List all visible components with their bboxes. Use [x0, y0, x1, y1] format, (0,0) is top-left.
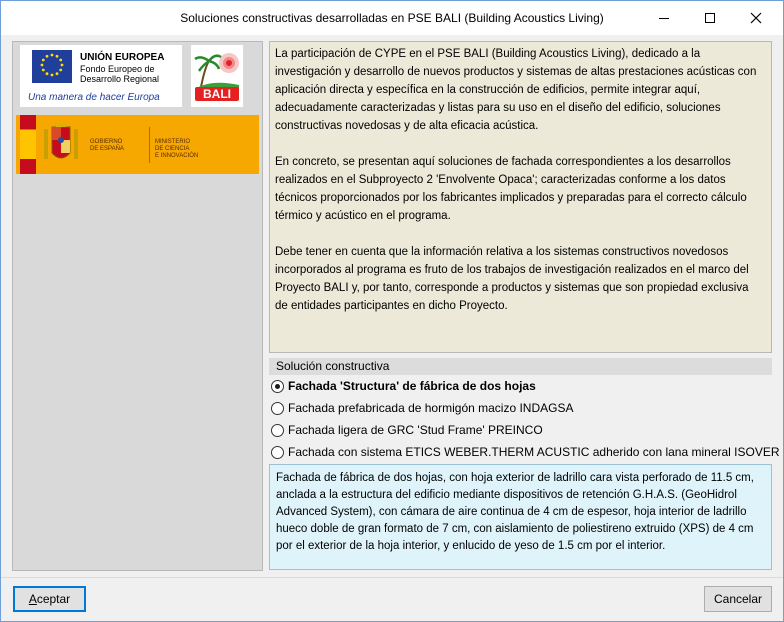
solution-section-header: Solución constructiva: [269, 358, 772, 375]
spain-flag-icon: [20, 115, 36, 174]
radio-label: Fachada con sistema ETICS WEBER.THERM ACUSTIC adherido con lana mineral ISOVER: [288, 445, 780, 459]
eu-motto: Una manera de hacer Europa: [28, 92, 160, 103]
maximize-button[interactable]: [687, 1, 733, 35]
government-label: [90, 139, 140, 153]
eu-logo: [20, 45, 182, 107]
government-line-2: DE ESPAÑA: [90, 146, 124, 152]
title-bar[interactable]: [1, 1, 783, 35]
info-paragraph-2: En concreto, se presentan aquí soluciones de fachada correspondientes a los desarrollos realizados en el Subproyecto 2 'Envolvente Opaca'; caracterizadas conforme a los datos técnicos proporcionados por los fabricantes implicados y preparadas para el correcto cálculo térmico y acústico en el programa.: [275, 156, 747, 222]
ministry-label: [155, 139, 245, 160]
accept-button[interactable]: [13, 586, 86, 612]
close-button[interactable]: [733, 1, 779, 35]
minimize-button[interactable]: [641, 1, 687, 35]
logo-panel: [12, 41, 263, 571]
info-paragraph-3: Debe tener en cuenta que la información relativa a los sistemas constructivos novedosos incorporados al programa es fruto de los trabajos de investigación realizados en el marco del Proyecto BALI y, por tanto, corresponde a productos y sistemas que son propiedad exclusiva de entidades participantes en dicho Proyecto.: [275, 246, 749, 312]
radio-label: Fachada 'Structura' de fábrica de dos hojas: [288, 379, 536, 393]
radio-button[interactable]: [271, 424, 284, 437]
eu-title: UNIÓN EUROPEA: [80, 52, 165, 63]
solution-description: Fachada de fábrica de dos hojas, con hoja exterior de ladrillo cara vista perforado de 11.5 cm, anclada a la estructura del edificio mediante dispositivos de retención G.H.A.S. (GeoHidrol Advanced System), con cámara de aire continua de 4 cm de espesor, hoja interior de ladrillo hueco doble de gran formato de 7 cm, con aislamiento de poliestireno extruido (XPS) de 4 cm por el exterior de la hoja interior, y enlucido de yeso de 1.5 cm por el interior.: [269, 464, 772, 570]
radio-button[interactable]: [271, 446, 284, 459]
window-title: Soluciones constructivas desarrolladas en PSE BALI (Building Acoustics Living): [180, 11, 604, 25]
bali-logo: [191, 45, 243, 107]
eu-subtitle-line-1: Fondo Europeo de: [80, 64, 155, 74]
footer-divider: [1, 577, 783, 578]
spanish-government-logo: [16, 115, 259, 174]
radio-option-indagsa[interactable]: [271, 399, 573, 417]
info-paragraph-1: La participación de CYPE en el PSE BALI (Building Acoustics Living), dedicado a la investigación y desarrollo de nuevos productos y sistemas de altas prestaciones acústicas con aplicación directa y específica en la construcción de edificios, permite integrar aquí, adecuadamente caracterizadas y listas para su uso en el diseño del edificio, soluciones constructivas novedosas y de alta eficacia acústica.: [275, 48, 757, 132]
radio-label: Fachada prefabricada de hormigón macizo INDAGSA: [288, 401, 574, 415]
coat-of-arms-icon: [42, 123, 80, 165]
radio-button-selected[interactable]: [271, 380, 284, 393]
cancel-button[interactable]: Cancelar: [704, 586, 772, 612]
close-icon: [750, 12, 762, 24]
ministry-line-3: E INNOVACIÓN: [155, 153, 199, 159]
bali-logo-icon: [191, 45, 243, 107]
ministry-line-2: DE CIENCIA: [155, 146, 190, 152]
eu-subtitle: [80, 64, 180, 84]
radio-button[interactable]: [271, 402, 284, 415]
eu-flag-icon: [32, 50, 72, 83]
minimize-icon: [659, 18, 669, 19]
radio-option-structura[interactable]: [271, 377, 536, 395]
radio-option-etics[interactable]: [271, 443, 780, 461]
ministry-line-1: MINISTERIO: [155, 139, 191, 145]
eu-subtitle-line-2: Desarrollo Regional: [80, 74, 160, 84]
logo-divider: [149, 127, 150, 163]
maximize-icon: [705, 13, 715, 23]
accept-label: ceptar: [36, 592, 71, 606]
radio-label: Fachada ligera de GRC 'Stud Frame' PREINCO: [288, 423, 543, 437]
government-line-1: GOBIERNO: [90, 139, 123, 145]
svg-text:BALI: BALI: [203, 87, 231, 101]
accept-mnemonic: A: [28, 592, 37, 606]
info-text-box[interactable]: [269, 41, 772, 353]
radio-option-preinco[interactable]: [271, 421, 543, 439]
